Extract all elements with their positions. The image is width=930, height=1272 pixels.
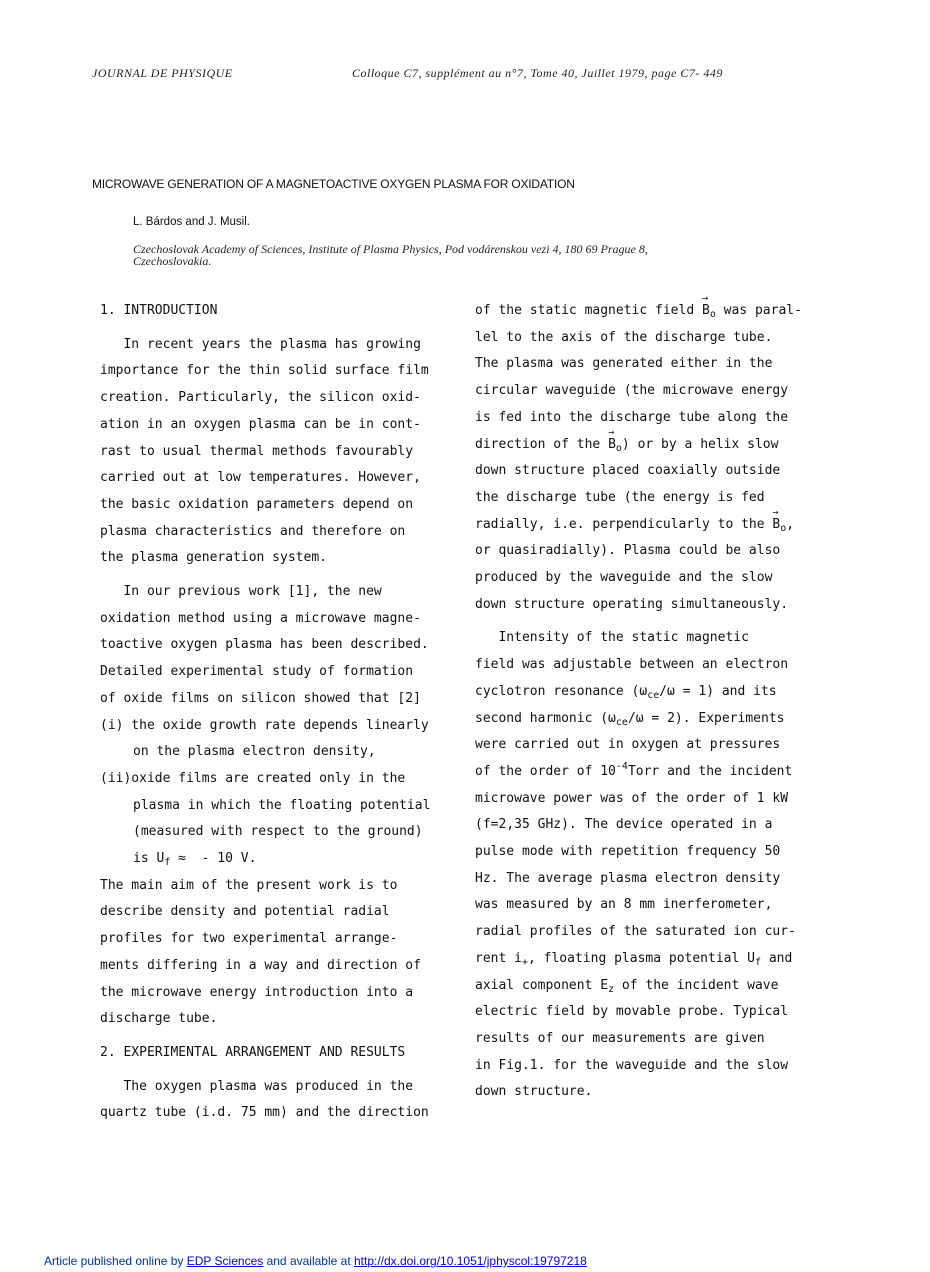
text-line: Hz. The average plasma electron density [475, 870, 781, 886]
text-line: the plasma generation system. [100, 550, 327, 566]
text-line [475, 946, 835, 973]
text-line: down structure placed coaxially outside [475, 463, 781, 479]
left-column [100, 298, 460, 1127]
text-line: down structure operating simultaneously. [475, 596, 789, 612]
text-line: lel to the axis of the discharge tube. [475, 329, 773, 345]
subscript: o [780, 522, 787, 534]
text-line: the discharge tube (the energy is fed [475, 489, 765, 505]
vector-symbol: → B [608, 432, 616, 459]
text-fragment: was paral- [715, 303, 802, 318]
paper-title: MICROWAVE GENERATION OF A MAGNETOACTIVE OXYGEN PLASMA FOR OXIDATION [92, 177, 575, 191]
text-line: is fed into the discharge tube along the [475, 409, 789, 425]
list-item-line: (ii)oxide films are created only in the [100, 770, 406, 786]
text-fragment: cyclotron resonance (ω [475, 683, 648, 699]
text-line: ation in an oxygen plasma can be in cont- [100, 416, 421, 432]
text-line: In recent years the plasma has growing [100, 336, 421, 352]
footer-publication-note [44, 1254, 587, 1268]
text-line: quartz tube (i.d. 75 mm) and the direction [100, 1105, 429, 1121]
subscript: ce [647, 689, 660, 701]
publisher-link[interactable]: EDP Sciences [186, 1254, 264, 1268]
text-fragment: , floating plasma potential U [528, 950, 755, 966]
text-line: describe density and potential radial [100, 904, 390, 920]
text-fragment: of the order of 10 [475, 763, 616, 779]
text-line [475, 432, 835, 459]
text-line: the basic oxidation parameters depend on [100, 496, 414, 512]
footer-text: Article published online by [44, 1254, 187, 1268]
text-line: microwave power was of the order of 1 kW [475, 790, 789, 806]
section-heading-experimental: 2. EXPERIMENTAL ARRANGEMENT AND RESULTS [100, 1044, 406, 1060]
authors: L. Bárdos and J. Musil. [133, 216, 250, 228]
text-line: rast to usual thermal methods favourably [100, 443, 414, 459]
text-line: (f=2,35 GHz). The device operated in a [475, 817, 773, 833]
text-line [475, 298, 835, 325]
superscript: -4 [615, 760, 628, 772]
text-line [475, 706, 835, 733]
right-column [475, 298, 835, 1106]
text-fragment: /ω = 1) and its [659, 683, 777, 699]
text-fragment: of the static magnetic field [475, 303, 702, 318]
text-line: of oxide films on silicon showed that [2] [100, 690, 421, 706]
text-line: The plasma was generated either in the [475, 356, 773, 372]
text-fragment: , [786, 516, 795, 532]
text-fragment: Torr and the incident [627, 763, 793, 779]
text-line: the microwave energy introduction into a [100, 984, 414, 1000]
text-fragment: radially, i.e. perpendicularly to the [475, 516, 773, 532]
text-line: oxidation method using a microwave magne- [100, 610, 421, 626]
text-fragment: second harmonic (ω [475, 710, 616, 726]
text-line: was measured by an 8 mm inerferometer, [475, 897, 773, 913]
subscript: ce [615, 716, 628, 728]
text-line: ments differing in a way and direction of [100, 957, 421, 973]
list-item-line: on the plasma electron density, [133, 744, 376, 760]
text-line: Detailed experimental study of formation [100, 664, 414, 680]
text-line [475, 973, 835, 1000]
vector-symbol: → B [702, 298, 710, 325]
text-line: toactive oxygen plasma has been described. [100, 637, 429, 653]
affiliation [133, 243, 853, 267]
text-line: results of our measurements are given [475, 1030, 765, 1046]
subscript: o [615, 442, 622, 454]
subscript: + [521, 956, 528, 968]
doi-link[interactable]: http://dx.doi.org/10.1051/jphyscol:19797218 [353, 1254, 587, 1268]
affiliation-line: Czechoslovak Academy of Sciences, Institute of Plasma Physics, Pod vodárenskou vezi 4, 180 69 Prague 8, [133, 242, 648, 256]
text-line: produced by the waveguide and the slow [475, 570, 773, 586]
text-fragment: rent i [475, 950, 522, 966]
text-line: radial profiles of the saturated ion cur- [475, 924, 796, 940]
text-line: circular waveguide (the microwave energy [475, 383, 789, 399]
text-line [475, 759, 835, 786]
text-line: discharge tube. [100, 1011, 218, 1027]
text-line: electric field by movable probe. Typical [475, 1004, 789, 1020]
list-item-line: (i) the oxide growth rate depends linearly [100, 717, 429, 733]
issue-info: Colloque C7, supplément au n°7, Tome 40, Juillet 1979, page C7- 449 [352, 66, 723, 80]
text-line: pulse mode with repetition frequency 50 [475, 844, 781, 860]
text-line: importance for the thin solid surface film [100, 363, 429, 379]
text-line [475, 512, 835, 539]
footer-text: and available at [263, 1254, 354, 1268]
text-fragment: and [761, 950, 793, 966]
text-line [475, 679, 835, 706]
subscript: f [754, 956, 762, 968]
list-item-line: (measured with respect to the ground) [133, 824, 423, 840]
affiliation-line: Czechoslovakia. [133, 254, 212, 268]
text-fragment: /ω = 2). Experiments [627, 710, 785, 726]
text-line: profiles for two experimental arrange- [100, 931, 398, 947]
text-line: In our previous work [1], the new [100, 584, 382, 600]
text-line: The main aim of the present work is to [100, 877, 398, 893]
vector-symbol: → B [772, 512, 780, 539]
text-fragment: is U [133, 851, 165, 867]
text-line: The oxygen plasma was produced in the [100, 1078, 414, 1094]
text-fragment: of the incident wave [614, 977, 779, 993]
journal-name: JOURNAL DE PHYSIQUE [92, 66, 233, 80]
text-fragment: axial component E [475, 977, 609, 993]
text-line: creation. Particularly, the silicon oxid- [100, 390, 421, 406]
subscript: z [608, 983, 615, 995]
text-fragment: direction of the [475, 436, 609, 452]
subscript: f [164, 857, 171, 869]
text-fragment: ≈ - 10 V. [170, 851, 257, 867]
text-line: carried out at low temperatures. However, [100, 470, 421, 486]
text-line: down structure. [475, 1084, 593, 1100]
text-line: plasma characteristics and therefore on [100, 523, 406, 539]
text-line: Intensity of the static magnetic [475, 630, 749, 646]
text-line: or quasiradially). Plasma could be also [475, 543, 781, 559]
subscript: o [709, 309, 716, 320]
text-line: field was adjustable between an electron [475, 657, 789, 673]
section-heading-introduction: 1. INTRODUCTION [100, 303, 218, 318]
text-line: were carried out in oxygen at pressures [475, 737, 781, 753]
list-item-line [100, 846, 460, 873]
text-line: in Fig.1. for the waveguide and the slow [475, 1057, 789, 1073]
list-item-line: plasma in which the floating potential [133, 797, 431, 813]
text-fragment: ) or by a helix slow [621, 436, 779, 452]
